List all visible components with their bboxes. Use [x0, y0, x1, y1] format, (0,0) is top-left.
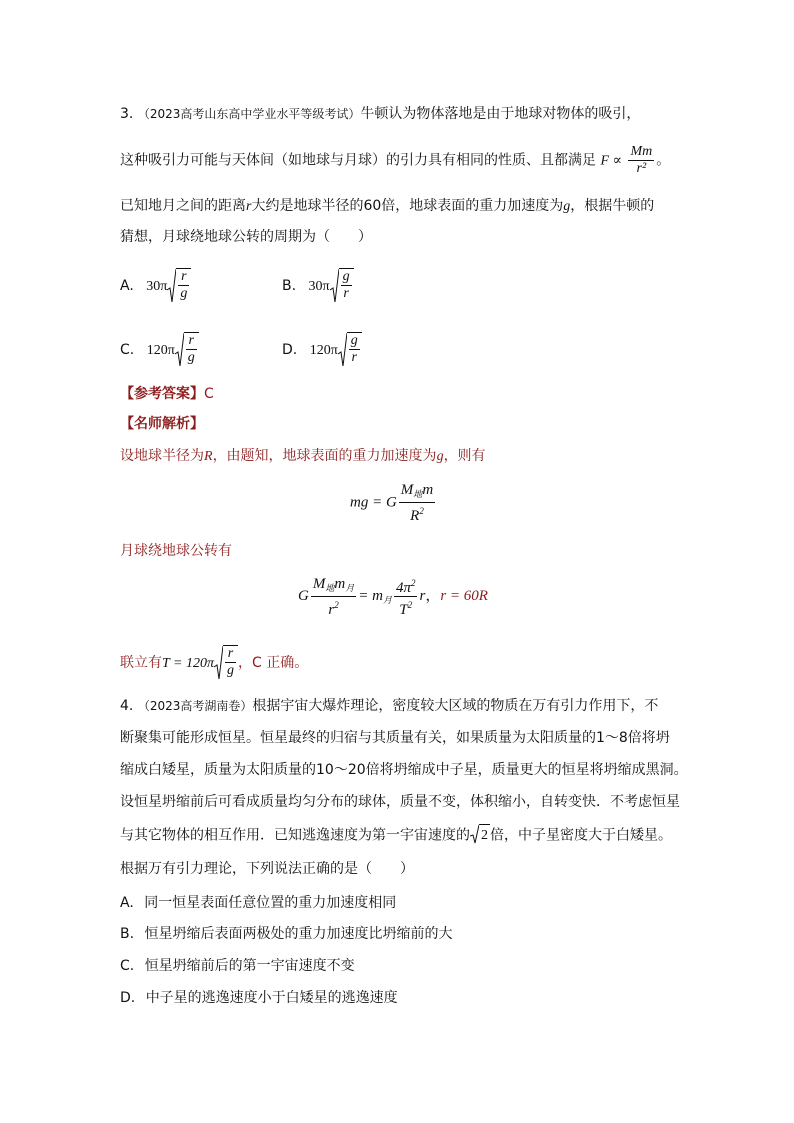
- conclusion-a: 联立有: [120, 655, 162, 671]
- q4-line2: 断聚集可能形成恒星。恒星最终的归宿与其质量有关，如果质量为太阳质量的1～8倍将坍: [120, 730, 670, 746]
- analysis-line1-R: R: [204, 449, 213, 464]
- q4-option-b[interactable]: [120, 923, 453, 945]
- conclusion-den: g: [227, 663, 234, 678]
- conclusion-b: ，C 正确。: [238, 655, 309, 671]
- q3-number: 3.: [120, 106, 134, 122]
- q3-line2-end: 。: [656, 152, 671, 169]
- q3-line1: [120, 103, 640, 125]
- eq1-num-M: M: [400, 482, 414, 498]
- analysis-line1-g: g: [436, 449, 444, 464]
- sqrt-symbol: [214, 645, 238, 681]
- answer-value: C: [204, 386, 214, 402]
- eq1-den-sup: 2: [419, 506, 424, 516]
- eq2-sub3: 月: [382, 594, 392, 605]
- q4-option-c[interactable]: [120, 955, 355, 977]
- eq2-num-sub2: 月: [345, 582, 355, 593]
- sqrt-symbol: [175, 332, 199, 368]
- q3-answer: [120, 383, 214, 405]
- q3-line2-text: 这种吸引力可能与天体间（如地球与月球）的引力具有相同的性质、且都满足: [120, 152, 596, 169]
- q3-option-c-coef: 120π: [146, 343, 175, 358]
- q4-option-d-label: D.: [120, 990, 136, 1006]
- sqrt-symbol: [470, 824, 490, 847]
- q3-line3-b: 大约是地球半径的60倍，地球表面的重力加速度为: [251, 198, 564, 214]
- eq2-eq: = m: [358, 587, 383, 604]
- q4-option-c-text: 恒星坍缩前后的第一宇宙速度不变: [144, 958, 355, 974]
- q4-line3: 缩成白矮星，质量为太阳质量的10～20倍将坍缩成中子星，质量更大的恒星将坍缩成黑洞。: [120, 762, 688, 778]
- q3-formula-lhs: F ∝: [600, 153, 622, 169]
- eq2-num-M: M: [312, 575, 326, 592]
- q4-option-a-label: A.: [120, 895, 134, 911]
- q3-option-d-den: r: [351, 350, 357, 365]
- q3-line3: [120, 195, 654, 218]
- q4-option-a[interactable]: [120, 892, 396, 914]
- q4-option-b-text: 恒星坍缩后表面两极处的重力加速度比坍缩前的大: [144, 926, 453, 942]
- eq1-den: R: [410, 508, 420, 524]
- q3-option-a-coef: 30π: [146, 279, 168, 294]
- q4-option-c-label: C.: [120, 958, 135, 974]
- q3-line3-g: g: [563, 199, 571, 214]
- conclusion-formula: T = 120π: [162, 656, 214, 671]
- analysis-label: 【名师解析】: [120, 416, 204, 432]
- q4-option-d-text: 中子星的逃逸速度小于白矮星的逃逸速度: [145, 990, 398, 1006]
- q3-line4: 猜想，月球绕地球公转的周期为（ ）: [120, 229, 372, 245]
- eq1-num-sub: 地: [413, 489, 423, 499]
- q3-option-a-den: g: [180, 286, 188, 301]
- eq2-sep: ，: [425, 587, 441, 604]
- eq2-cond: r = 60R: [440, 587, 488, 604]
- eq2-num2-sup: 2: [410, 578, 416, 588]
- answer-label: 【参考答案】: [120, 386, 204, 402]
- eq2-den-sup: 2: [334, 599, 339, 610]
- conclusion-num: r: [225, 646, 236, 663]
- sqrt-symbol: [338, 332, 362, 368]
- sqrt-symbol: [167, 268, 191, 304]
- eq2-den2: T: [399, 602, 408, 618]
- q3-option-c-num: r: [186, 333, 197, 350]
- q4-number: 4.: [120, 698, 134, 714]
- q4-line5-b: 倍，中子星密度大于白矮星。: [490, 827, 672, 844]
- eq2-den: r: [328, 601, 335, 618]
- q4-line1-text: 根据宇宙大爆炸理论，密度较大区域的物质在万有引力作用下，不: [252, 698, 659, 714]
- q3-option-a-label: A.: [120, 278, 134, 294]
- q3-option-d-num: g: [350, 333, 358, 348]
- q3-option-a[interactable]: [120, 268, 191, 304]
- q3-option-d[interactable]: [282, 332, 362, 368]
- q3-line3-c: ，根据牛顿的: [570, 198, 655, 214]
- q3-line3-a: 已知地月之间的距离: [120, 198, 246, 214]
- q3-option-b-num: g: [342, 269, 350, 284]
- analysis-line1: [120, 445, 486, 468]
- q4-option-d[interactable]: [120, 987, 398, 1009]
- q3-source: （2023高考山东高中学业水平等级考试）: [137, 107, 361, 121]
- q3-option-a-num: r: [178, 269, 189, 286]
- equation-2: [298, 575, 488, 618]
- q3-option-b-label: B.: [282, 278, 297, 294]
- q3-option-d-coef: 120π: [309, 343, 338, 358]
- q4-option-b-label: B.: [120, 926, 135, 942]
- q3-formula-num: Mm: [630, 144, 653, 159]
- q4-line1: [120, 695, 658, 717]
- eq2-num2: 4π: [395, 580, 411, 596]
- q4-line5: [120, 824, 672, 847]
- q4-line5-sqrt: 2: [479, 824, 490, 847]
- q3-option-c-label: C.: [120, 342, 135, 358]
- q4-source: （2023高考湖南卷）: [137, 699, 253, 713]
- eq2-den2-sup: 2: [407, 600, 413, 610]
- sqrt-symbol: [330, 268, 354, 304]
- q3-line1-text: 牛顿认为物体落地是由于地球对物体的吸引，: [360, 106, 641, 122]
- eq1-lhs: mg = G: [350, 494, 397, 511]
- q3-option-c-den: g: [187, 350, 195, 365]
- q4-line5-a: 与其它物体的相互作用．已知逃逸速度为第一宇宙速度的: [120, 827, 470, 844]
- analysis-conclusion: [120, 645, 308, 681]
- eq2-num-m: m: [334, 575, 346, 592]
- analysis-line2: 月球绕地球公转有: [120, 543, 232, 559]
- eq2-G: G: [298, 587, 309, 604]
- q3-line2: [120, 144, 670, 177]
- q3-line3-var: r: [246, 199, 252, 214]
- equation-1: [350, 482, 437, 524]
- q3-option-b-den: r: [343, 286, 349, 301]
- eq1-num-m: m: [422, 482, 434, 498]
- eq2-num-sub1: 地: [325, 582, 335, 593]
- q3-formula-fraction: [628, 144, 654, 177]
- analysis-line1-a: 设地球半径为: [120, 448, 204, 464]
- q3-option-b[interactable]: [282, 268, 354, 304]
- q4-line6: 根据万有引力理论，下列说法正确的是（ ）: [120, 861, 414, 877]
- analysis-line1-c: ，则有: [443, 448, 486, 464]
- q3-formula-den: r²: [636, 161, 647, 176]
- q3-option-c[interactable]: [120, 332, 199, 368]
- eq2-r: r: [419, 587, 426, 604]
- analysis-line1-b: ，由题知，地球表面的重力加速度为: [212, 448, 437, 464]
- q3-option-d-label: D.: [282, 342, 298, 358]
- q4-option-a-text: 同一恒星表面任意位置的重力加速度相同: [144, 895, 397, 911]
- q3-option-b-coef: 30π: [308, 279, 330, 294]
- q4-line4: 设恒星坍缩前后可看成质量均匀分布的球体，质量不变，体积缩小，自转变快．不考虑恒星: [120, 794, 680, 810]
